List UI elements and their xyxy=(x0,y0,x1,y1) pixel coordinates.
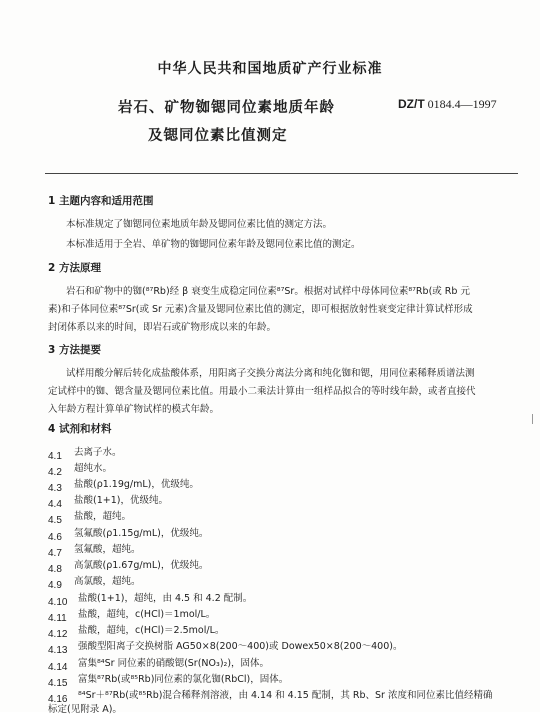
section-2-heading: 2 方法原理 xyxy=(48,262,101,274)
section-3-line-1: 试样用酸分解后转化成盐酸体系，用阳离子交换分离法分离和纯化铷和锶，用同位素稀释质谱法测 xyxy=(66,368,475,379)
item-text: 盐酸，超纯。 xyxy=(74,511,132,522)
section-4-heading: 4 试剂和材料 xyxy=(48,423,112,435)
item-text: 盐酸(1+1)，超纯，由 4.5 和 4.2 配制。 xyxy=(78,593,253,604)
section-1-paragraph-2: 本标准适用于全岩、单矿物的铷锶同位素年龄及锶同位素比值的测定。 xyxy=(66,239,361,250)
item-number: 4.2 xyxy=(48,467,62,478)
item-text: 高氯酸(ρ1.67g/mL)，优级纯。 xyxy=(74,560,209,571)
item-number: 4.9 xyxy=(48,580,62,591)
section-2-line-3: 封闭体系以来的时间，即岩石或矿物形成以来的年龄。 xyxy=(48,322,277,333)
list-item-continuation: 标定(见附录 A)。 xyxy=(48,704,122,715)
title-divider xyxy=(45,173,518,174)
item-text: 去离子水。 xyxy=(74,447,122,458)
section-1-heading: 1 主题内容和适用范围 xyxy=(48,195,154,207)
item-number: 4.15 xyxy=(48,678,68,689)
document-title-line-2: 及锶同位素比值测定 xyxy=(148,128,288,144)
section-3-line-2: 定试样中的铷、锶含量及锶同位素比值。用最小二乘法计算由一组样品拟合的等时线年龄，或者直接代 xyxy=(48,386,476,397)
item-number: 4.12 xyxy=(48,629,68,640)
item-text: 盐酸(ρ1.19g/mL)，优级纯。 xyxy=(74,479,199,490)
item-number: 4.7 xyxy=(48,548,62,559)
section-2-line-2: 素)和子体同位素⁸⁷Sr(或 Sr 元素)含量及锶同位素比值的测定，即可根据放射性衰变定律计算试样形成 xyxy=(48,304,473,315)
item-text: 盐酸(1+1)，优级纯。 xyxy=(74,495,168,506)
item-text: 氢氟酸，超纯。 xyxy=(74,544,141,555)
item-number: 4.3 xyxy=(48,483,62,494)
section-3-heading: 3 方法提要 xyxy=(48,344,101,356)
item-number: 4.14 xyxy=(48,662,68,673)
item-number: 4.4 xyxy=(48,499,62,510)
standard-number: 0184.4—1997 xyxy=(427,97,497,111)
item-text: 盐酸，超纯，c(HCl)＝2.5mol/L。 xyxy=(78,625,225,636)
item-number: 4.13 xyxy=(48,645,68,656)
section-2-line-1: 岩石和矿物中的铷(⁸⁷Rb)经 β 衰变生成稳定同位素⁸⁷Sr。根据对试样中母体同位素⁸⁷Rb(或 Rb 元 xyxy=(66,286,470,297)
item-text: 氢氟酸(ρ1.15g/mL)，优级纯。 xyxy=(74,528,209,539)
standard-code xyxy=(398,97,497,112)
item-text: 强酸型阳离子交换树脂 AG50×8(200～400)或 Dowex50×8(200～400)。 xyxy=(78,641,403,652)
item-text: 富集⁸⁴Sr 同位素的硝酸锶(Sr(NO₃)₂)，固体。 xyxy=(78,658,270,669)
item-text: 盐酸，超纯，c(HCl)＝1mol/L。 xyxy=(78,609,216,620)
item-number: 4.11 xyxy=(48,613,67,624)
item-text: ⁸⁴Sr＋⁸⁷Rb(或⁸⁵Rb)混合稀释剂溶液，由 4.14 和 4.15 配制，其 Rb、Sr 浓度和同位素比值经精确 xyxy=(78,690,493,701)
item-number: 4.16 xyxy=(48,694,68,705)
item-number: 4.5 xyxy=(48,515,62,526)
item-number: 4.6 xyxy=(48,532,62,543)
section-3-line-3: 入年龄方程计算单矿物试样的模式年龄。 xyxy=(48,404,220,415)
item-number: 4.10 xyxy=(48,597,68,608)
item-number: 4.8 xyxy=(48,564,62,575)
margin-mark xyxy=(532,414,539,424)
item-text: 超纯水。 xyxy=(74,463,113,474)
section-1-paragraph-1: 本标准规定了铷锶同位素地质年龄及锶同位素比值的测定方法。 xyxy=(66,219,333,230)
item-number: 4.1 xyxy=(48,451,62,462)
item-text: 高氯酸，超纯。 xyxy=(74,576,141,587)
item-text: 富集⁸⁷Rb(或⁸⁵Rb)同位素的氯化铷(RbCl)，固体。 xyxy=(78,674,289,685)
organization-title: 中华人民共和国地质矿产行业标准 xyxy=(157,61,383,77)
standard-prefix: DZ/T xyxy=(398,97,425,111)
document-title-line-1: 岩石、矿物铷锶同位素地质年龄 xyxy=(118,100,335,116)
